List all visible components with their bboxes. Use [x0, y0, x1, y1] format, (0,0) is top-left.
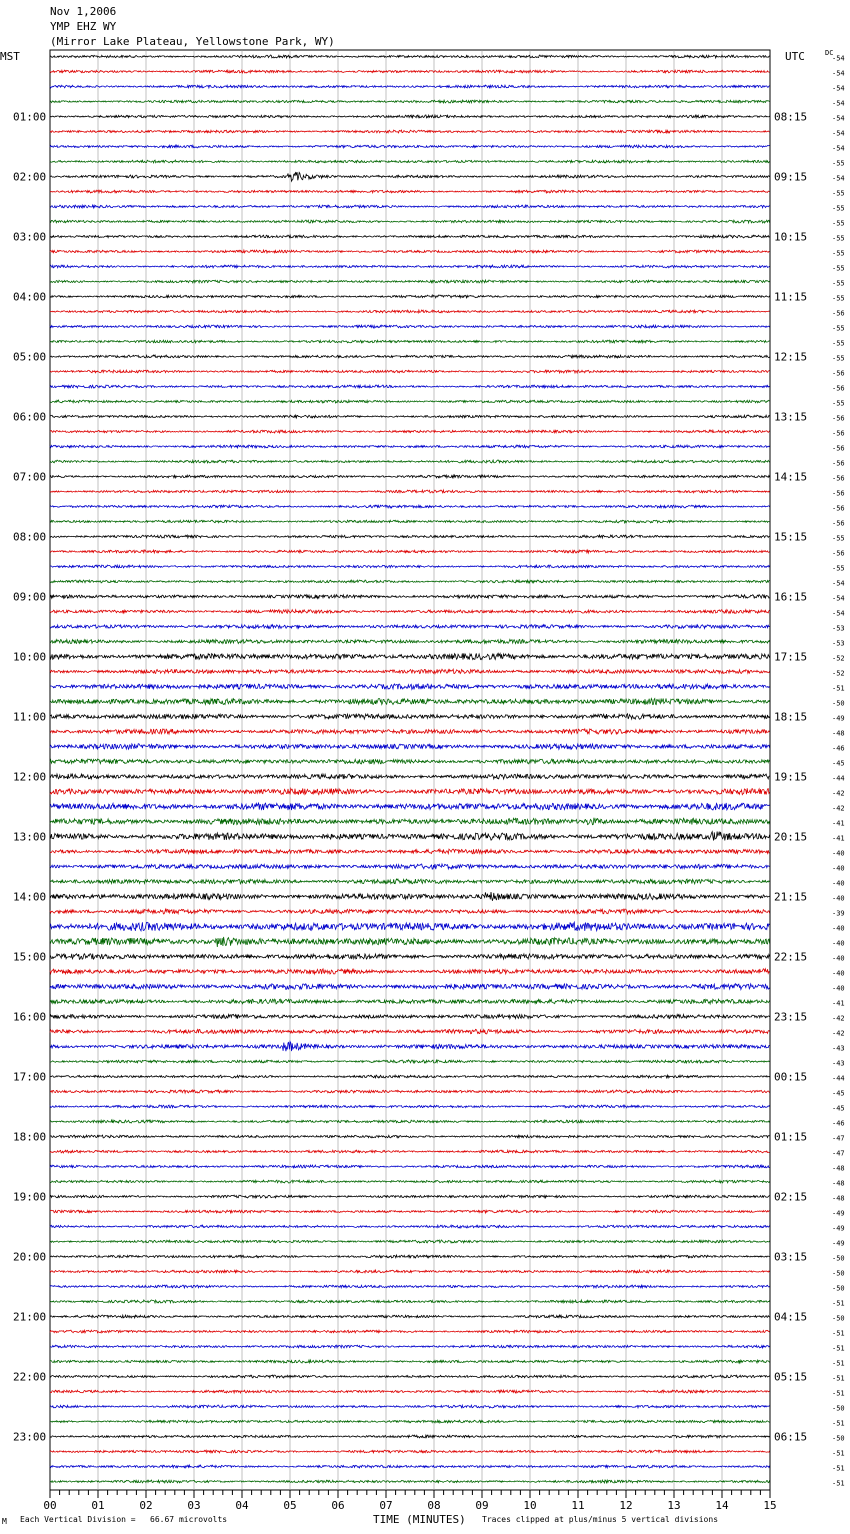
utc-hour-label: 08:15	[774, 110, 808, 124]
dc-offset-value: -51	[832, 1449, 845, 1458]
trace-row	[50, 550, 770, 553]
dc-offset-value: -40	[832, 984, 845, 993]
x-tick-label: 12	[619, 1499, 633, 1512]
x-tick-label: 13	[667, 1499, 681, 1512]
x-tick-label: 14	[715, 1499, 729, 1512]
mst-hour-label: 09:00	[13, 590, 47, 604]
dc-offset-value: -44	[832, 1074, 845, 1083]
utc-hour-label: 10:15	[774, 230, 808, 244]
mst-hour-label: 06:00	[13, 410, 47, 424]
x-axis	[43, 1490, 776, 1512]
trace-row	[50, 190, 770, 193]
trace-row	[50, 1180, 770, 1183]
mst-hour-label: 04:00	[13, 290, 47, 304]
trace-row	[50, 969, 770, 974]
trace-row	[50, 1450, 770, 1453]
dc-offset-value: -40	[832, 954, 845, 963]
trace-row	[50, 1120, 770, 1123]
trace-row	[50, 1060, 770, 1063]
trace-row	[50, 909, 770, 914]
utc-hour-label: 23:15	[774, 1010, 808, 1024]
utc-hour-label: 15:15	[774, 530, 808, 544]
dc-offset-value: -54	[832, 84, 845, 93]
dc-offset-value: -56	[832, 444, 845, 453]
dc-offset-value: -45	[832, 1104, 845, 1113]
utc-hour-label: 22:15	[774, 950, 808, 964]
mst-hour-label: 03:00	[13, 230, 47, 244]
dc-offset-value: -56	[832, 369, 845, 378]
mst-hour-label: 21:00	[13, 1310, 47, 1324]
dc-offset-value: -54	[832, 54, 845, 63]
utc-hour-label: 21:15	[774, 890, 808, 904]
trace-row	[50, 1375, 770, 1378]
trace-row	[50, 864, 770, 869]
trace-row	[50, 684, 770, 690]
mst-hour-label: 08:00	[13, 530, 47, 544]
x-tick-label: 02	[139, 1499, 153, 1512]
trace-row	[50, 535, 770, 538]
dc-offset-value: -54	[832, 69, 845, 78]
header-date: Nov 1,2006	[50, 5, 117, 18]
x-tick-label: 08	[427, 1499, 441, 1512]
dc-offset-value: -55	[832, 159, 845, 168]
x-tick-label: 00	[43, 1499, 57, 1512]
trace-row	[50, 460, 770, 463]
dc-offset-value: -56	[832, 459, 845, 468]
dc-offset-value: -56	[832, 489, 845, 498]
dc-offset-value: -50	[832, 699, 845, 708]
trace-row	[50, 55, 770, 58]
dc-offset-value: -51	[832, 1329, 845, 1338]
trace-row	[50, 922, 770, 931]
dc-offset-value: -41	[832, 819, 845, 828]
trace-row	[50, 445, 770, 448]
dc-offset-value: -50	[832, 1254, 845, 1263]
dc-offset-value: -56	[832, 519, 845, 528]
trace-row	[50, 1330, 770, 1333]
trace-row	[50, 1270, 770, 1273]
utc-hour-label: 20:15	[774, 830, 808, 844]
dc-offset-value: -50	[832, 1284, 845, 1293]
dc-offset-value: -39	[832, 909, 845, 918]
trace-row	[50, 1225, 770, 1228]
x-tick-label: 10	[523, 1499, 537, 1512]
utc-hour-label: 02:15	[774, 1190, 808, 1204]
utc-hour-label: 19:15	[774, 770, 808, 784]
x-tick-label: 06	[331, 1499, 345, 1512]
x-tick-label: 07	[379, 1499, 393, 1512]
trace-row	[50, 430, 770, 433]
mst-hour-label: 15:00	[13, 950, 47, 964]
x-tick-label: 01	[91, 1499, 105, 1512]
dc-offset-value: -42	[832, 1029, 845, 1038]
dc-offset-value: -55	[832, 264, 845, 273]
trace-row	[50, 1075, 770, 1078]
utc-hour-label: 17:15	[774, 650, 808, 664]
dc-offset-value: -54	[832, 594, 845, 603]
dc-offset-value: -54	[832, 114, 845, 123]
clip-note: Traces clipped at plus/minus 5 vertical divisions	[482, 1515, 719, 1524]
trace-row	[50, 1210, 770, 1213]
dc-offset-value: -55	[832, 534, 845, 543]
dc-offset-value: -56	[832, 504, 845, 513]
dc-offset-labels	[832, 55, 845, 1488]
trace-row	[50, 1255, 770, 1258]
trace-row	[50, 1345, 770, 1348]
trace-row	[50, 937, 770, 947]
dc-offset-value: -42	[832, 804, 845, 813]
dc-offset-value: -46	[832, 1119, 845, 1128]
x-tick-label: 11	[571, 1499, 585, 1512]
utc-label: UTC	[785, 50, 805, 63]
mst-hour-label: 16:00	[13, 1010, 47, 1024]
mst-hour-label: 11:00	[13, 710, 47, 724]
utc-hour-label: 18:15	[774, 710, 808, 724]
trace-row	[50, 295, 770, 298]
dc-offset-value: -40	[832, 969, 845, 978]
mst-label: MST	[0, 50, 20, 63]
trace-row	[50, 818, 770, 825]
x-tick-label: 05	[283, 1499, 297, 1512]
header-station: YMP EHZ WY	[50, 20, 117, 33]
dc-offset-value: -53	[832, 624, 845, 633]
dc-offset-value: -48	[832, 1194, 845, 1203]
trace-row	[50, 1165, 770, 1168]
trace-row	[50, 1390, 770, 1393]
mst-hour-label: 13:00	[13, 830, 47, 844]
trace-row	[50, 1300, 770, 1303]
trace-row	[50, 370, 770, 373]
dc-offset-value: -50	[832, 1404, 845, 1413]
trace-row	[50, 1150, 770, 1153]
mst-hour-label: 19:00	[13, 1190, 47, 1204]
dc-offset-value: -50	[832, 1269, 845, 1278]
trace-row	[50, 1465, 770, 1468]
trace-row	[50, 70, 770, 73]
trace-row	[50, 250, 770, 253]
dc-offset-value: -42	[832, 1014, 845, 1023]
trace-row	[50, 699, 770, 705]
mst-hour-label: 01:00	[13, 110, 47, 124]
mst-hour-label: 05:00	[13, 350, 47, 364]
trace-row	[50, 639, 770, 643]
trace-row	[50, 145, 770, 148]
trace-row	[50, 1090, 770, 1093]
trace-row	[50, 1135, 770, 1138]
dc-offset-value: -55	[832, 354, 845, 363]
dc-offset-value: -51	[832, 1479, 845, 1488]
dc-offset-value: -52	[832, 654, 845, 663]
trace-row	[50, 520, 770, 523]
utc-hour-label: 13:15	[774, 410, 808, 424]
x-tick-label: 15	[763, 1499, 777, 1512]
utc-hour-label: 11:15	[774, 290, 808, 304]
dc-offset-value: -55	[832, 564, 845, 573]
dc-offset-value: -54	[832, 174, 845, 183]
mst-hour-label: 12:00	[13, 770, 47, 784]
dc-offset-value: -56	[832, 414, 845, 423]
mst-hour-label: 20:00	[13, 1250, 47, 1264]
dc-offset-value: -47	[832, 1134, 845, 1143]
dc-offset-value: -56	[832, 309, 845, 318]
trace-row	[50, 235, 770, 238]
mst-hour-label: 17:00	[13, 1070, 47, 1084]
x-tick-label: 04	[235, 1499, 249, 1512]
trace-row	[50, 759, 770, 764]
dc-offset-value: -40	[832, 924, 845, 933]
scale-note: Each Vertical Division = 66.67 microvolts	[20, 1515, 228, 1524]
dc-offset-value: -54	[832, 609, 845, 618]
x-tick-label: 09	[475, 1499, 489, 1512]
trace-row	[50, 115, 770, 118]
dc-offset-value: -55	[832, 279, 845, 288]
trace-row	[50, 1285, 770, 1288]
trace-row	[50, 505, 770, 508]
dc-offset-value: -54	[832, 129, 845, 138]
trace-row	[50, 1014, 770, 1018]
dc-offset-value: -40	[832, 894, 845, 903]
trace-row	[50, 1029, 770, 1034]
dc-offset-value: -54	[832, 99, 845, 108]
dc-offset-value: -49	[832, 714, 845, 723]
mst-hour-label: 02:00	[13, 170, 47, 184]
mst-hour-label: 23:00	[13, 1430, 47, 1444]
dc-offset-value: -50	[832, 1314, 845, 1323]
trace-row	[50, 803, 770, 810]
trace-row	[50, 1480, 770, 1483]
x-axis-label: TIME (MINUTES)	[373, 1513, 466, 1526]
utc-hour-label: 14:15	[774, 470, 808, 484]
trace-row	[50, 1405, 770, 1408]
dc-offset-value: -43	[832, 1059, 845, 1068]
dc-offset-value: -55	[832, 399, 845, 408]
trace-row	[50, 1042, 770, 1052]
utc-hour-label: 03:15	[774, 1250, 808, 1264]
mst-hour-label: 07:00	[13, 470, 47, 484]
dc-offset-value: -51	[832, 1374, 845, 1383]
dc-offset-value: -55	[832, 189, 845, 198]
trace-row	[50, 653, 770, 659]
dc-offset-value: -51	[832, 1419, 845, 1428]
dc-offset-value: -49	[832, 1209, 845, 1218]
dc-offset-value: -56	[832, 549, 845, 558]
trace-row	[50, 400, 770, 403]
trace-row	[50, 172, 770, 181]
trace-row	[50, 1240, 770, 1243]
dc-offset-value: -48	[832, 729, 845, 738]
utc-hour-label: 12:15	[774, 350, 808, 364]
dc-offset-value: -42	[832, 789, 845, 798]
seismic-traces	[50, 55, 770, 1483]
trace-row	[50, 160, 770, 163]
dc-offset-value: -50	[832, 1434, 845, 1443]
dc-offset-value: -54	[832, 144, 845, 153]
dc-offset-value: -55	[832, 294, 845, 303]
trace-row	[50, 1420, 770, 1423]
trace-row	[50, 280, 770, 283]
dc-offset-value: -47	[832, 1149, 845, 1158]
dc-offset-value: -40	[832, 864, 845, 873]
mst-hour-label: 14:00	[13, 890, 47, 904]
trace-row	[50, 475, 770, 478]
dc-offset-value: -40	[832, 849, 845, 858]
trace-row	[50, 205, 770, 208]
dc-offset-value: -56	[832, 429, 845, 438]
trace-row	[50, 1195, 770, 1198]
trace-row	[50, 788, 770, 794]
dc-offset-value: -51	[832, 684, 845, 693]
utc-hour-label: 01:15	[774, 1130, 808, 1144]
dc-offset-value: -55	[832, 339, 845, 348]
dc-label: DC	[825, 49, 834, 57]
dc-offset-value: -41	[832, 999, 845, 1008]
mst-hour-label: 18:00	[13, 1130, 47, 1144]
dc-offset-value: -51	[832, 1299, 845, 1308]
dc-offset-value: -49	[832, 1224, 845, 1233]
trace-row	[50, 415, 770, 418]
utc-hour-label: 00:15	[774, 1070, 808, 1084]
dc-offset-value: -40	[832, 939, 845, 948]
header-location: (Mirror Lake Plateau, Yellowstone Park, WY)	[50, 35, 335, 48]
trace-row	[50, 595, 770, 599]
trace-row	[50, 265, 770, 268]
utc-hour-label: 05:15	[774, 1370, 808, 1384]
dc-offset-value: -53	[832, 639, 845, 648]
trace-row	[50, 100, 770, 103]
dc-offset-value: -40	[832, 879, 845, 888]
dc-offset-value: -48	[832, 1164, 845, 1173]
dc-offset-value: -54	[832, 579, 845, 588]
dc-offset-value: -51	[832, 1344, 845, 1353]
dc-offset-value: -51	[832, 1359, 845, 1368]
dc-offset-value: -56	[832, 384, 845, 393]
trace-row	[50, 490, 770, 493]
dc-offset-value: -51	[832, 1389, 845, 1398]
trace-row	[50, 832, 770, 841]
trace-row	[50, 774, 770, 779]
trace-row	[50, 1435, 770, 1438]
trace-row	[50, 385, 770, 388]
utc-hour-label: 04:15	[774, 1310, 808, 1324]
trace-row	[50, 625, 770, 629]
trace-row	[50, 1105, 770, 1108]
dc-offset-value: -55	[832, 234, 845, 243]
trace-row	[50, 1360, 770, 1363]
dc-offset-value: -55	[832, 324, 845, 333]
mst-hour-label: 10:00	[13, 650, 47, 664]
trace-row	[50, 1315, 770, 1318]
utc-hour-label: 06:15	[774, 1430, 808, 1444]
dc-offset-value: -45	[832, 1089, 845, 1098]
trace-row	[50, 984, 770, 990]
trace-row	[50, 130, 770, 133]
x-tick-label: 03	[187, 1499, 201, 1512]
corner-mark: M	[2, 1517, 7, 1526]
dc-offset-value: -56	[832, 474, 845, 483]
dc-offset-value: -51	[832, 1464, 845, 1473]
trace-row	[50, 340, 770, 343]
dc-offset-value: -49	[832, 1239, 845, 1248]
dc-offset-value: -48	[832, 1179, 845, 1188]
trace-row	[50, 744, 770, 749]
dc-offset-value: -55	[832, 219, 845, 228]
trace-row	[50, 220, 770, 223]
dc-offset-value: -44	[832, 774, 845, 783]
trace-row	[50, 610, 770, 614]
trace-row	[50, 999, 770, 1004]
dc-offset-value: -41	[832, 834, 845, 843]
dc-offset-value: -55	[832, 249, 845, 258]
trace-row	[50, 580, 770, 583]
utc-hour-label: 16:15	[774, 590, 808, 604]
dc-offset-value: -55	[832, 204, 845, 213]
trace-row	[50, 954, 770, 960]
trace-row	[50, 729, 770, 734]
trace-row	[50, 325, 770, 328]
dc-offset-value: -43	[832, 1044, 845, 1053]
trace-row	[50, 714, 770, 719]
trace-row	[50, 565, 770, 568]
trace-row	[50, 355, 770, 358]
dc-offset-value: -52	[832, 669, 845, 678]
dc-offset-value: -46	[832, 744, 845, 753]
trace-row	[50, 849, 770, 854]
trace-row	[50, 85, 770, 88]
trace-row	[50, 669, 770, 673]
trace-row	[50, 879, 770, 884]
mst-hour-label: 22:00	[13, 1370, 47, 1384]
trace-row	[50, 892, 770, 901]
trace-row	[50, 310, 770, 313]
utc-hour-label: 09:15	[774, 170, 808, 184]
dc-offset-value: -45	[832, 759, 845, 768]
